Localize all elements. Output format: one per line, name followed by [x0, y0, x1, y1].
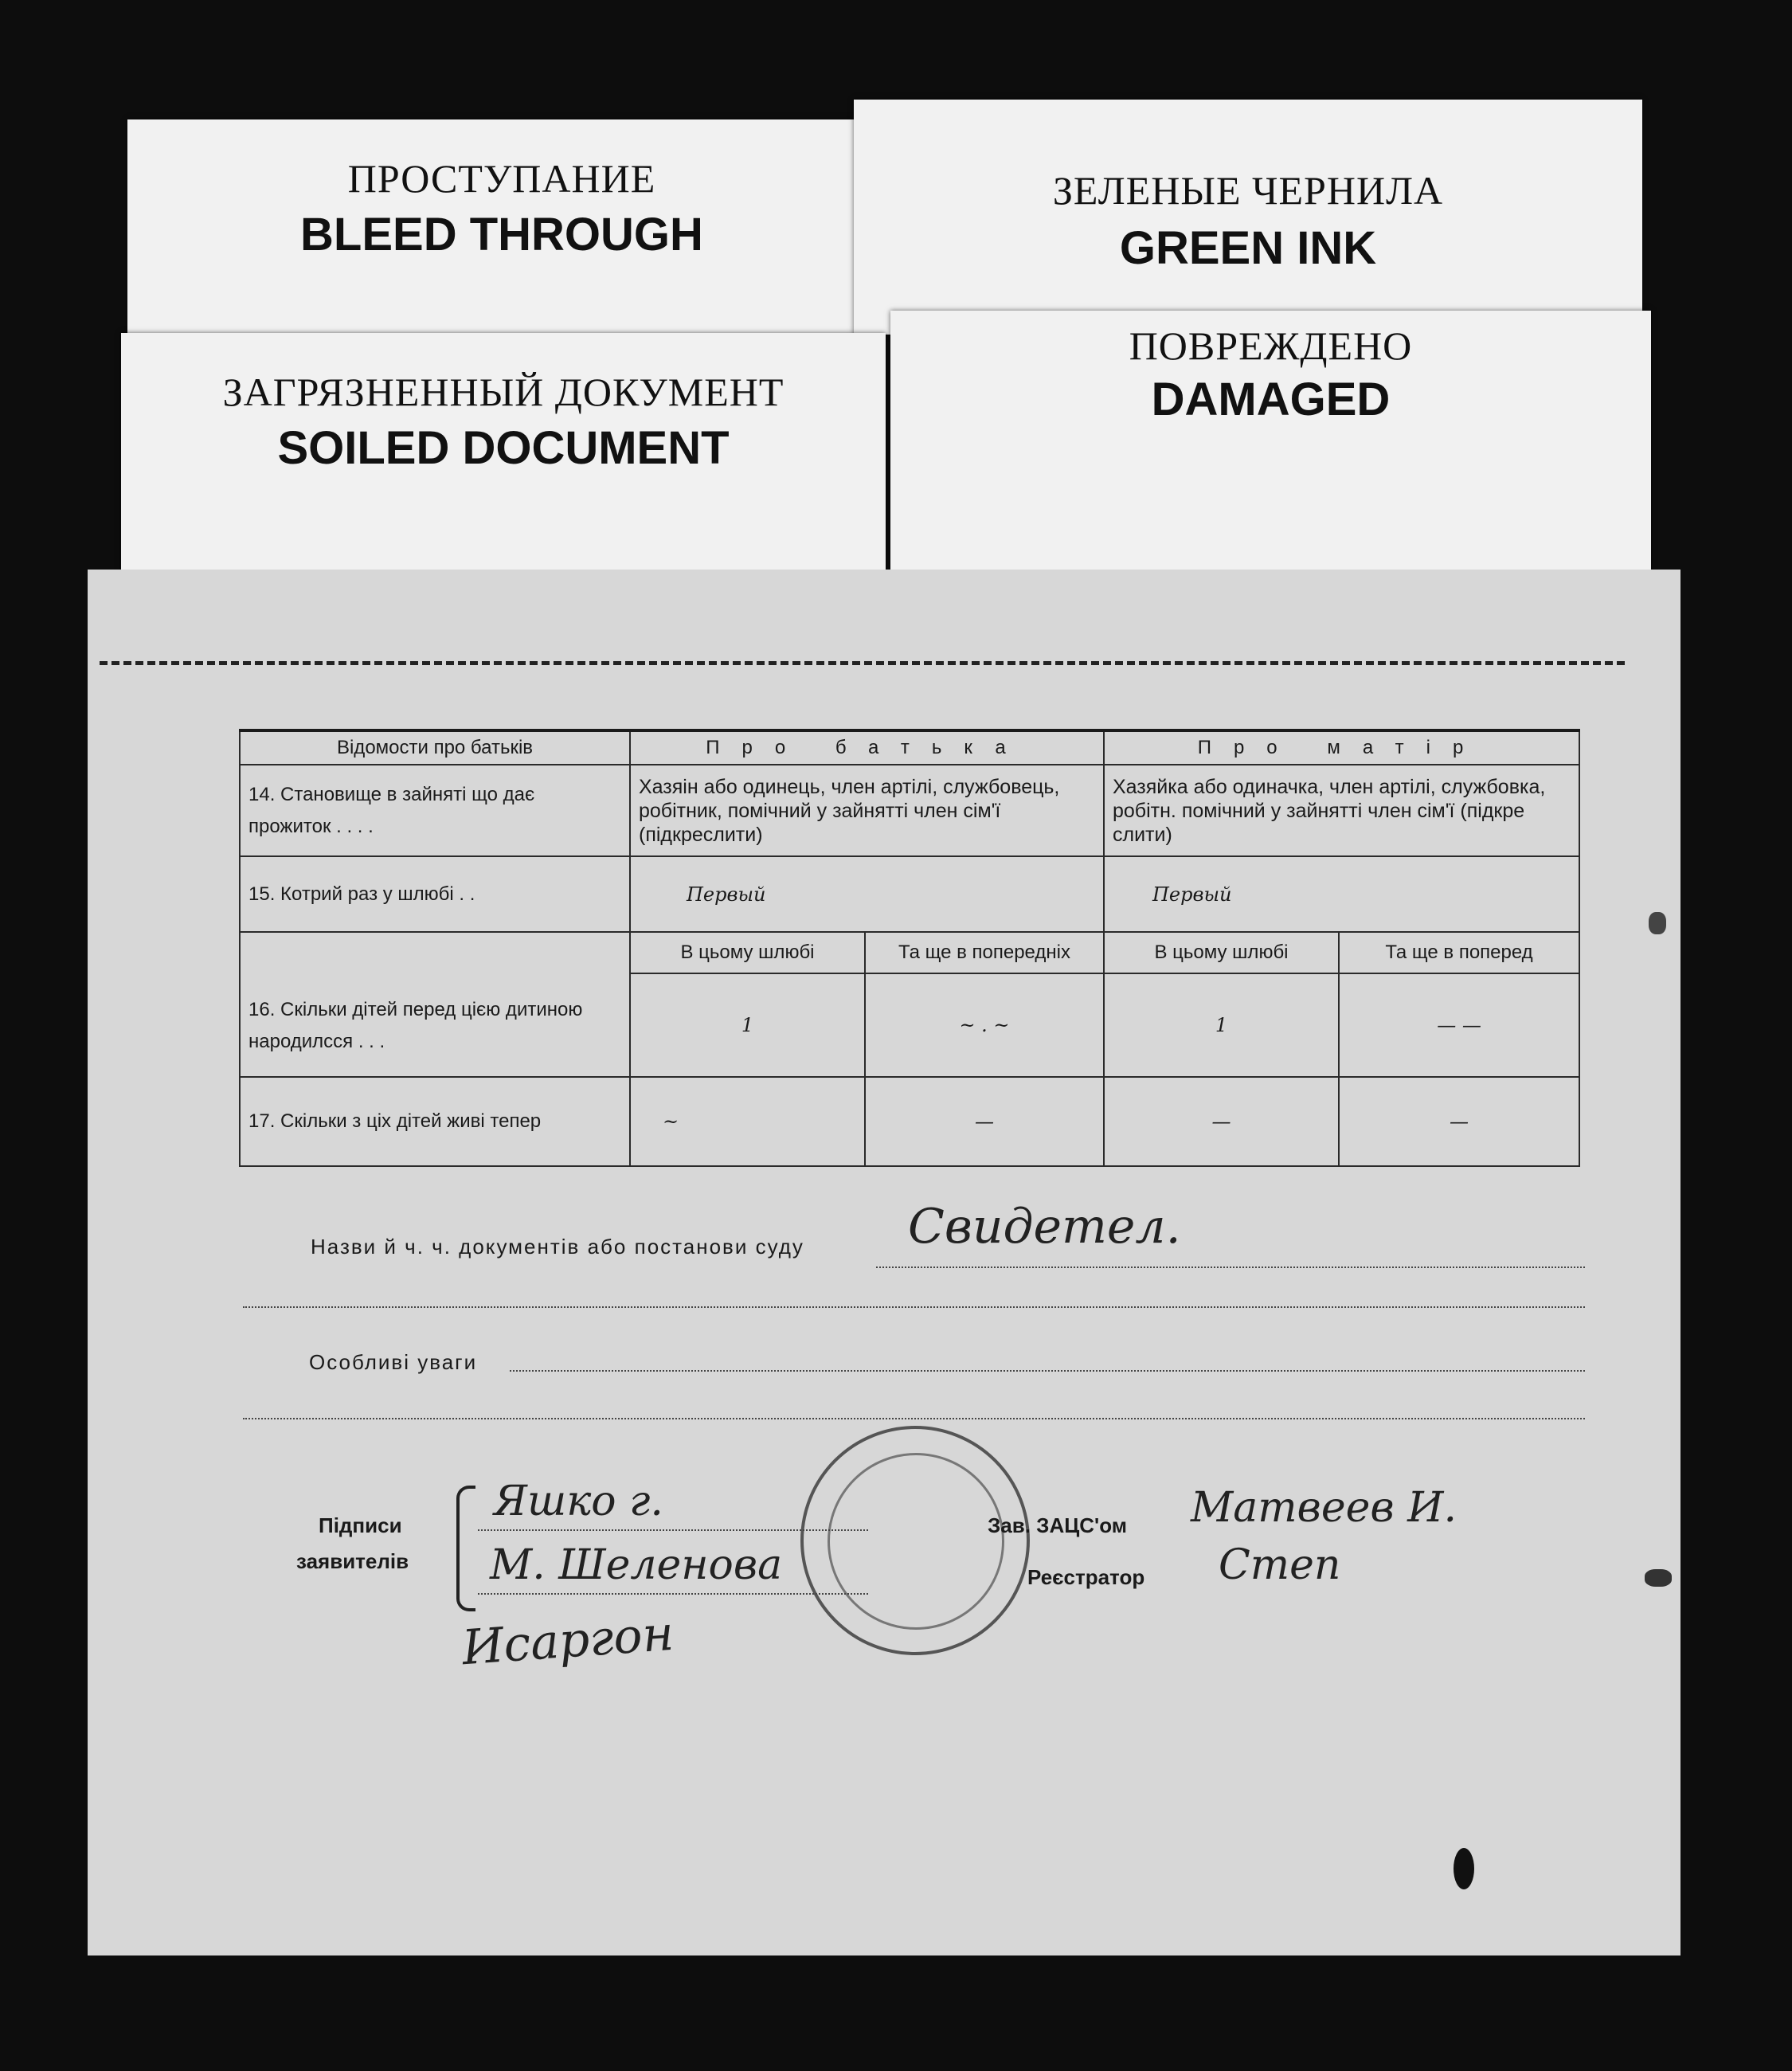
row-16-father-this: 1 — [630, 973, 865, 1077]
row-14-label: 14. Становище в зайняті що дає прожиток . . . . — [240, 765, 630, 856]
zags-head-signature: Матвеев И. — [1191, 1484, 1457, 1532]
card-ru-text: ПРОСТУПАНИЕ — [347, 156, 656, 201]
row-14-father: Хазяін або одинець, член артілі, службовець, робітник, помічний у зайнятті член сім'ї (підкреслити) — [630, 765, 1104, 856]
punch-hole — [1454, 1848, 1474, 1889]
document-page — [88, 570, 1680, 1956]
table-row — [240, 856, 1579, 932]
subheader-father-prev: Та ще в попередніх — [865, 932, 1104, 973]
label-card-damaged — [890, 311, 1651, 574]
row-16-father-prev: ~ . ~ — [865, 973, 1104, 1077]
header-father: Про батька — [630, 730, 1104, 765]
row-17-father-prev: — — [865, 1077, 1104, 1166]
label-card-green-ink — [854, 100, 1642, 335]
row-17-mother-prev: — — [1339, 1077, 1579, 1166]
label-card-soiled-document — [121, 333, 886, 572]
row-14-mother: Хазяйка або одиначка, член артілі, службовка, робітн. помічний у зайнятті член сім'ї (підкре слити) — [1104, 765, 1579, 856]
damage-mark — [1649, 912, 1666, 934]
table-header-row — [240, 730, 1579, 765]
subheader-mother-prev: Та ще в поперед — [1339, 932, 1579, 973]
row-17-label: 17. Скільки з ціх дітей живі тепер — [240, 1077, 630, 1166]
perforation-line — [100, 661, 1625, 665]
subheader-father-this: В цьому шлюбі — [630, 932, 865, 973]
documents-handwritten: Свидетел. — [908, 1199, 1181, 1255]
remarks-dotted-line — [510, 1370, 1585, 1372]
signatures-label-line2: заявителів — [296, 1549, 409, 1573]
row-15-father-handwritten: Первый — [630, 856, 1104, 932]
documents-dotted-line — [876, 1266, 1585, 1268]
signatures-brace — [456, 1486, 475, 1611]
damage-mark — [1645, 1569, 1672, 1587]
table-subheader-row — [240, 932, 1579, 973]
signature-line-1 — [478, 1529, 868, 1531]
card-ru-text: ЗАГРЯЗНЕННЫЙ ДОКУМЕНТ — [222, 370, 784, 414]
remarks-label: Особливі уваги — [309, 1350, 478, 1374]
row-17-mother-this: — — [1104, 1077, 1339, 1166]
signatures-label-line1: Підписи — [319, 1513, 402, 1537]
applicant-signature-3: Исаргон — [460, 1605, 676, 1677]
row-15-label: 15. Котрий раз у шлюбі . . — [240, 856, 630, 932]
zags-head-label: Зав. ЗАЦС'ом — [988, 1513, 1127, 1537]
label-card-bleed-through — [127, 119, 876, 350]
table-row — [240, 765, 1579, 856]
registrar-label: Реєстратор — [1027, 1565, 1145, 1589]
documents-dotted-line-2 — [243, 1306, 1585, 1308]
parents-info-table — [239, 729, 1580, 1167]
row-16-label: 16. Скільки дітей перед цією дитиною народилсся . . . — [240, 932, 630, 1077]
remarks-dotted-line-2 — [243, 1418, 1585, 1419]
row-17-father-this: ~ — [630, 1077, 865, 1166]
card-en-text: BLEED THROUGH — [300, 209, 703, 260]
card-ru-text: ПОВРЕЖДЕНО — [1129, 323, 1413, 368]
header-mother: Про матір — [1104, 730, 1579, 765]
registrar-signature: Степ — [1219, 1541, 1341, 1589]
card-ru-text: ЗЕЛЕНЫЕ ЧЕРНИЛА — [1052, 168, 1444, 213]
table-row — [240, 1077, 1579, 1166]
header-parents-info: Відомости про батьків — [240, 730, 630, 765]
row-16-mother-prev: — — — [1339, 973, 1579, 1077]
row-16-mother-this: 1 — [1104, 973, 1339, 1077]
documents-label: Назви й ч. ч. документів або постанови суду — [311, 1235, 804, 1259]
subheader-mother-this: В цьому шлюбі — [1104, 932, 1339, 973]
official-seal-stamp — [800, 1426, 1030, 1655]
card-en-text: SOILED DOCUMENT — [277, 422, 730, 474]
signature-line-2 — [478, 1593, 868, 1595]
card-en-text: DAMAGED — [1151, 374, 1391, 425]
card-en-text: GREEN INK — [1119, 222, 1377, 274]
row-15-mother-handwritten: Первый — [1104, 856, 1579, 932]
applicant-signature-1: Яшко г. — [494, 1478, 663, 1525]
applicant-signature-2: М. Шеленова — [490, 1541, 783, 1589]
